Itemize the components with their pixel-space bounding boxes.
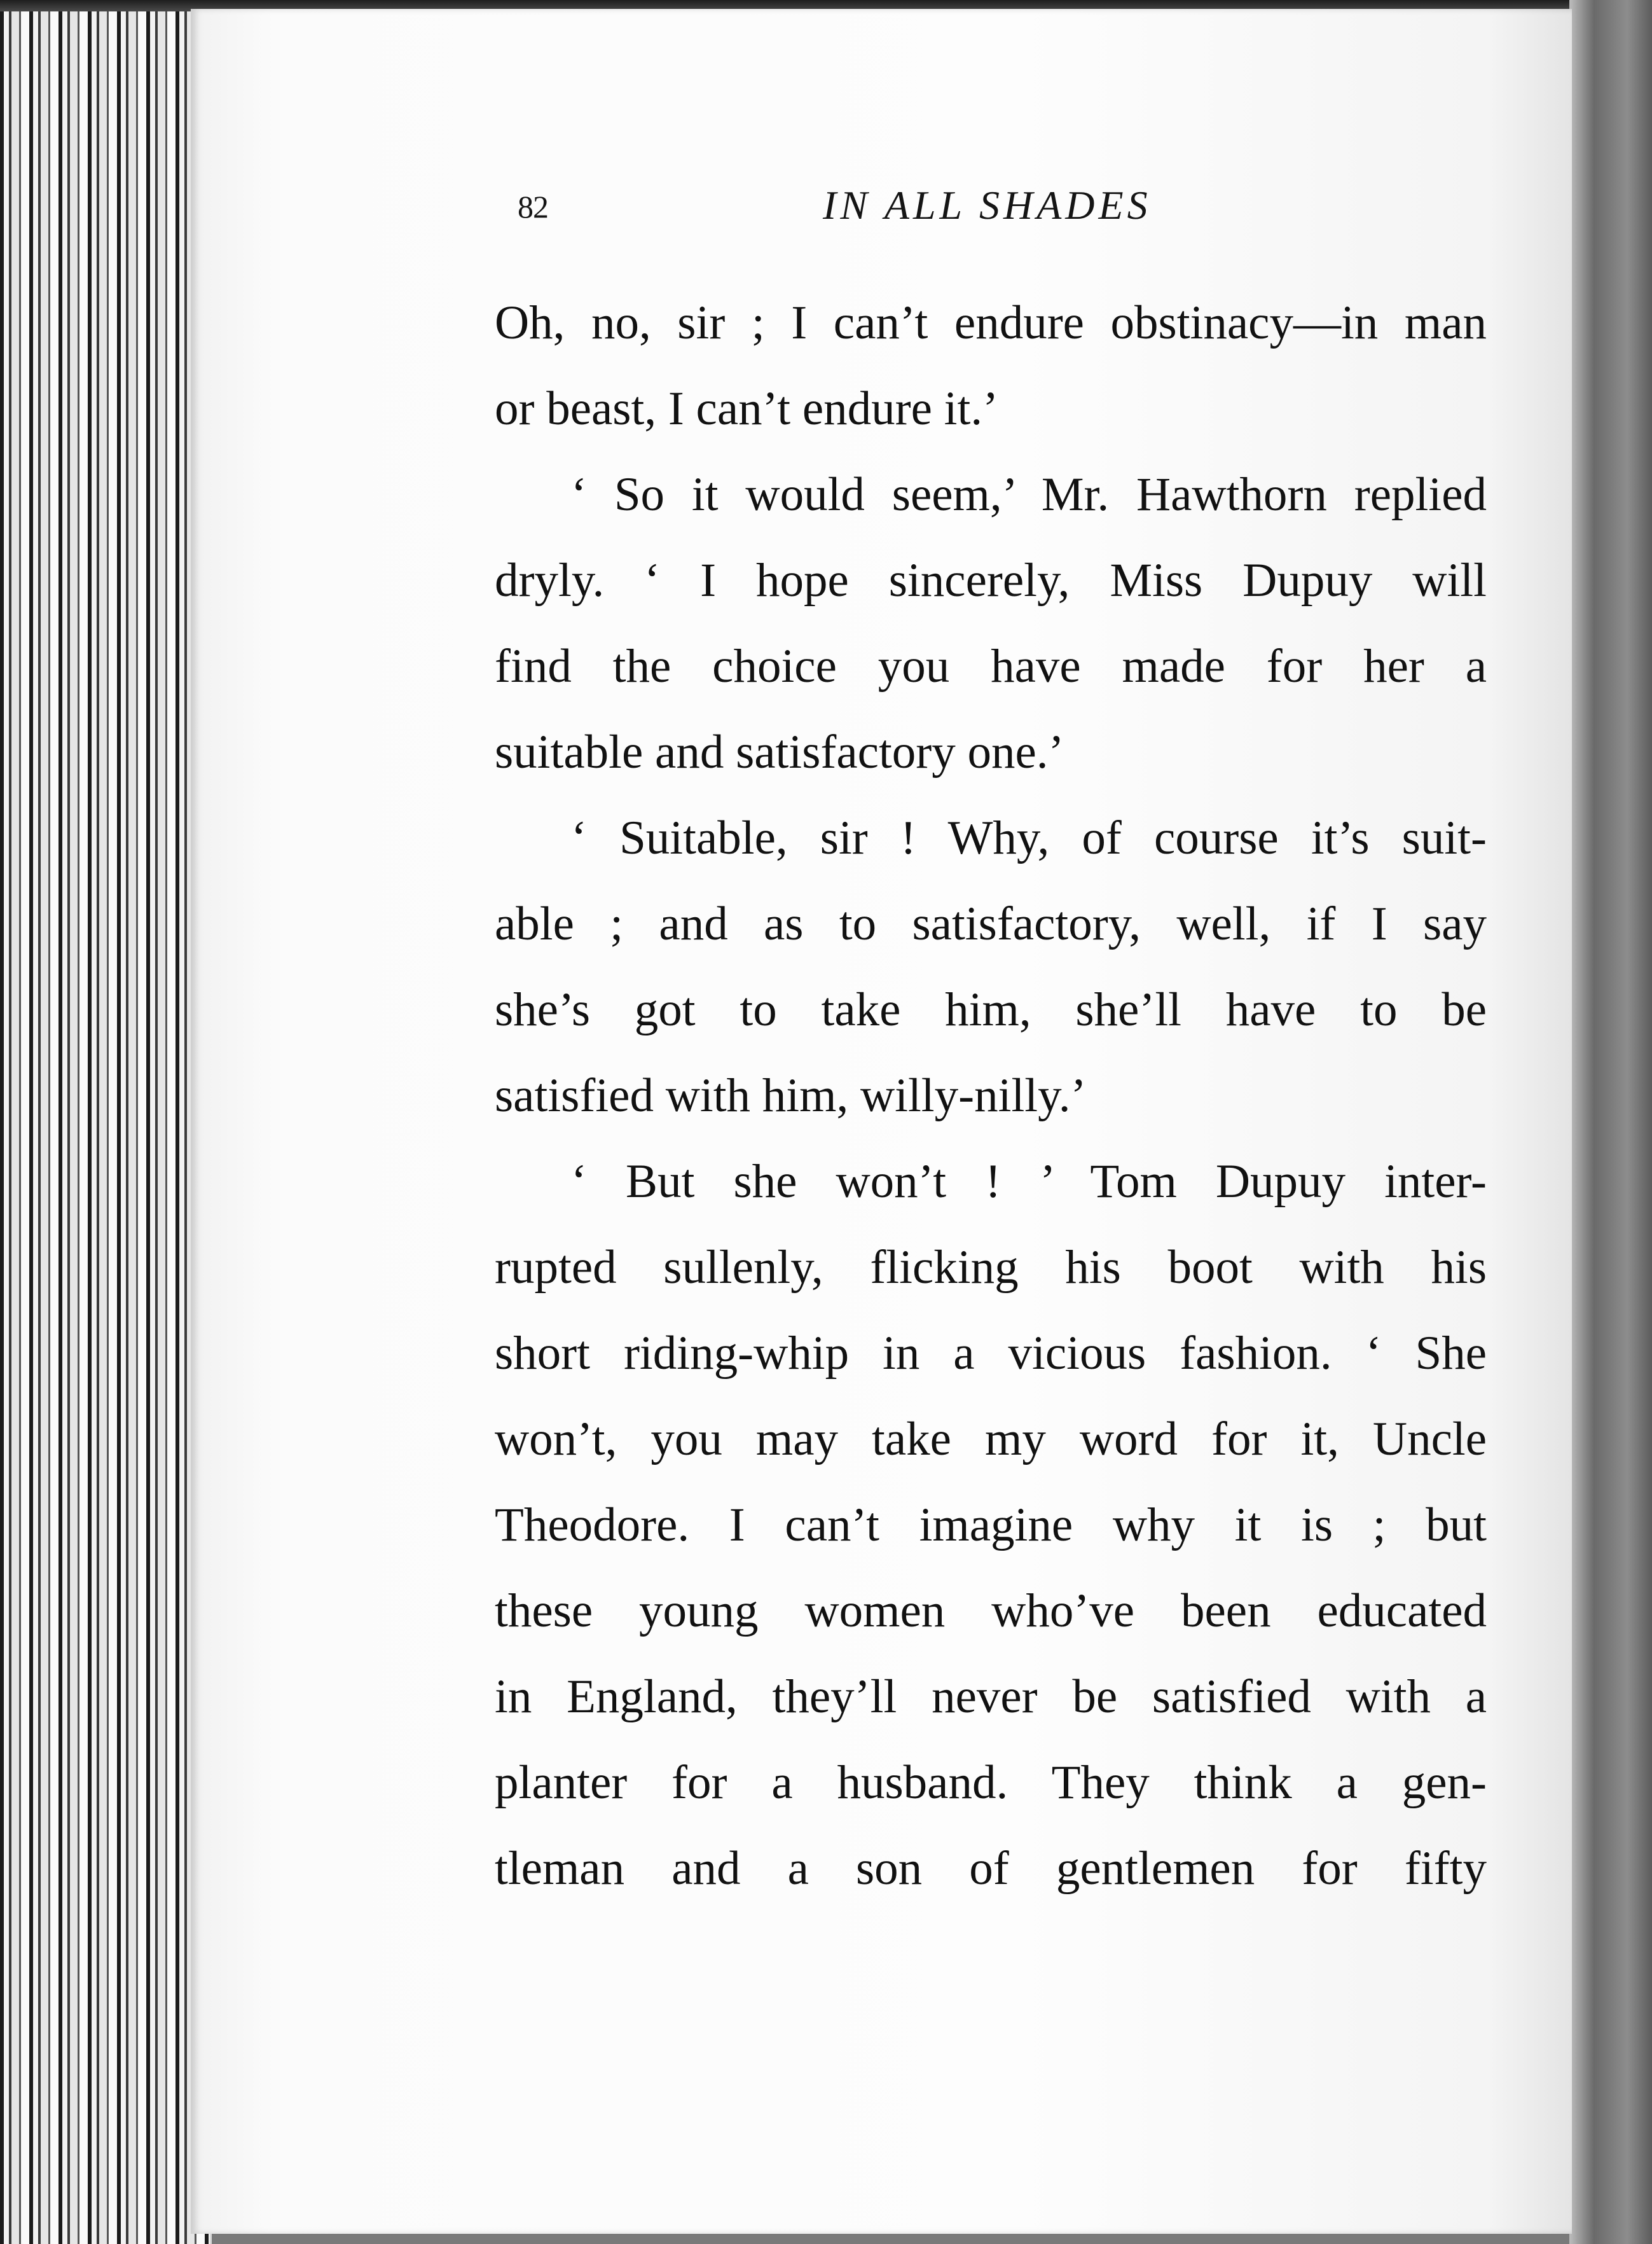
text-line: ‘ So it would seem,’ Mr. Hawthorn replied <box>571 468 1487 521</box>
text-line: won’t, you may take my word for it, Uncle <box>495 1413 1487 1465</box>
text-line: or beast, I can’t endure it.’ <box>495 382 999 435</box>
stacked-page-edges <box>0 0 212 2244</box>
text-line: ‘ Suitable, sir ! Why, of course it’s suit- <box>571 812 1487 864</box>
text-line: satisfied with him, willy-nilly.’ <box>495 1069 1087 1122</box>
text-line: find the choice you have made for her a <box>495 640 1487 693</box>
text-line: able ; and as to satisfactory, well, if I say <box>495 897 1487 950</box>
text-line: suitable and satisfactory one.’ <box>495 726 1064 779</box>
text-line: these young women who’ve been educated <box>495 1584 1487 1637</box>
text-line: tleman and a son of gentlemen for fifty <box>495 1842 1487 1895</box>
body-text <box>495 280 1487 1911</box>
text-line: she’s got to take him, she’ll have to be <box>495 983 1487 1036</box>
text-line: dryly. ‘ I hope sincerely, Miss Dupuy will <box>495 554 1487 607</box>
text-line: planter for a husband. They think a gen- <box>495 1756 1487 1809</box>
page-number: 82 <box>518 189 548 225</box>
text-line: short riding-whip in a vicious fashion. ‘ She <box>495 1327 1487 1380</box>
running-header <box>518 182 1190 239</box>
text-line: rupted sullenly, flicking his boot with his <box>495 1241 1487 1294</box>
text-line: in England, they’ll never be satisfied with a <box>495 1670 1487 1723</box>
text-line: Theodore. I can’t imagine why it is ; but <box>495 1499 1487 1551</box>
text-line: ‘ But she won’t ! ’ Tom Dupuy inter- <box>571 1155 1487 1208</box>
text-line: Oh, no, sir ; I can’t endure obstinacy—in man <box>495 296 1487 349</box>
running-title: IN ALL SHADES <box>823 183 1152 228</box>
right-gutter <box>1569 0 1652 2244</box>
